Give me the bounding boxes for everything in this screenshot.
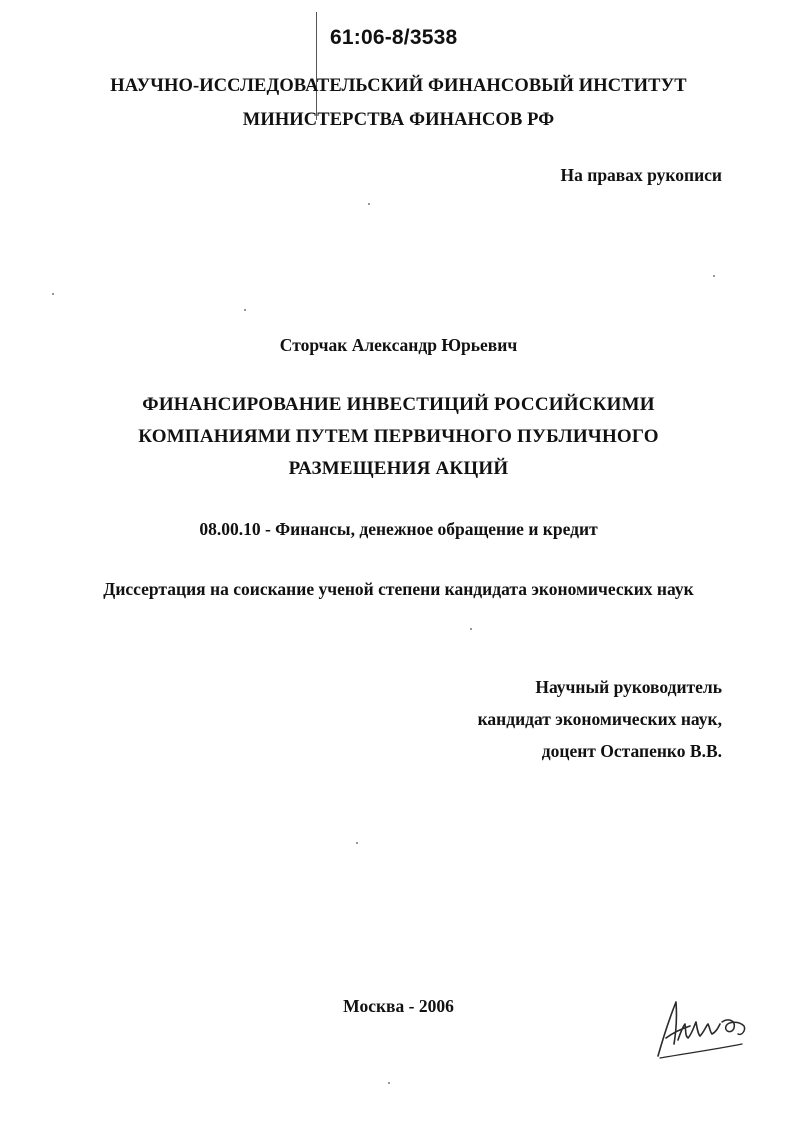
scan-speck <box>356 842 358 844</box>
scan-speck <box>244 309 246 311</box>
supervisor-degree: кандидат экономических наук, <box>477 709 722 729</box>
institution-name-line-2: МИНИСТЕРСТВА ФИНАНСОВ РФ <box>242 110 555 130</box>
author-name: Сторчак Александр Юрьевич <box>279 335 518 355</box>
manuscript-rights-note: На правах рукописи <box>560 165 722 185</box>
signature-stroke-flourish <box>722 1020 745 1034</box>
handwritten-signature <box>652 998 752 1062</box>
dissertation-title-line-3: РАЗМЕЩЕНИЯ АКЦИЙ <box>288 458 509 479</box>
scan-speck <box>713 275 715 277</box>
scan-speck <box>368 203 370 205</box>
library-call-number: 61:06-8/3538 <box>330 26 458 49</box>
scan-speck <box>470 628 472 630</box>
degree-statement: Диссертация на соискание ученой степени кандидата экономических наук <box>103 579 694 599</box>
specialty-code: 08.00.10 - Финансы, денежное обращение и кредит <box>199 519 598 539</box>
dissertation-title-line-1: ФИНАНСИРОВАНИЕ ИНВЕСТИЦИЙ РОССИЙСКИМИ <box>142 394 655 415</box>
library-stamp-line <box>316 12 317 120</box>
signature-stroke-main <box>658 1002 720 1056</box>
scan-speck <box>52 293 54 295</box>
supervisor-name: доцент Остапенко В.В. <box>541 741 722 761</box>
institution-name-line-1: НАУЧНО-ИССЛЕДОВАТЕЛЬСКИЙ ФИНАНСОВЫЙ ИНСТИТУТ <box>110 76 687 96</box>
city-and-year: Москва - 2006 <box>343 996 454 1016</box>
dissertation-title-line-2: КОМПАНИЯМИ ПУТЕМ ПЕРВИЧНОГО ПУБЛИЧНОГО <box>138 426 659 447</box>
supervisor-label: Научный руководитель <box>535 677 722 697</box>
signature-stroke-underline <box>660 1044 742 1058</box>
scan-speck <box>388 1082 390 1084</box>
